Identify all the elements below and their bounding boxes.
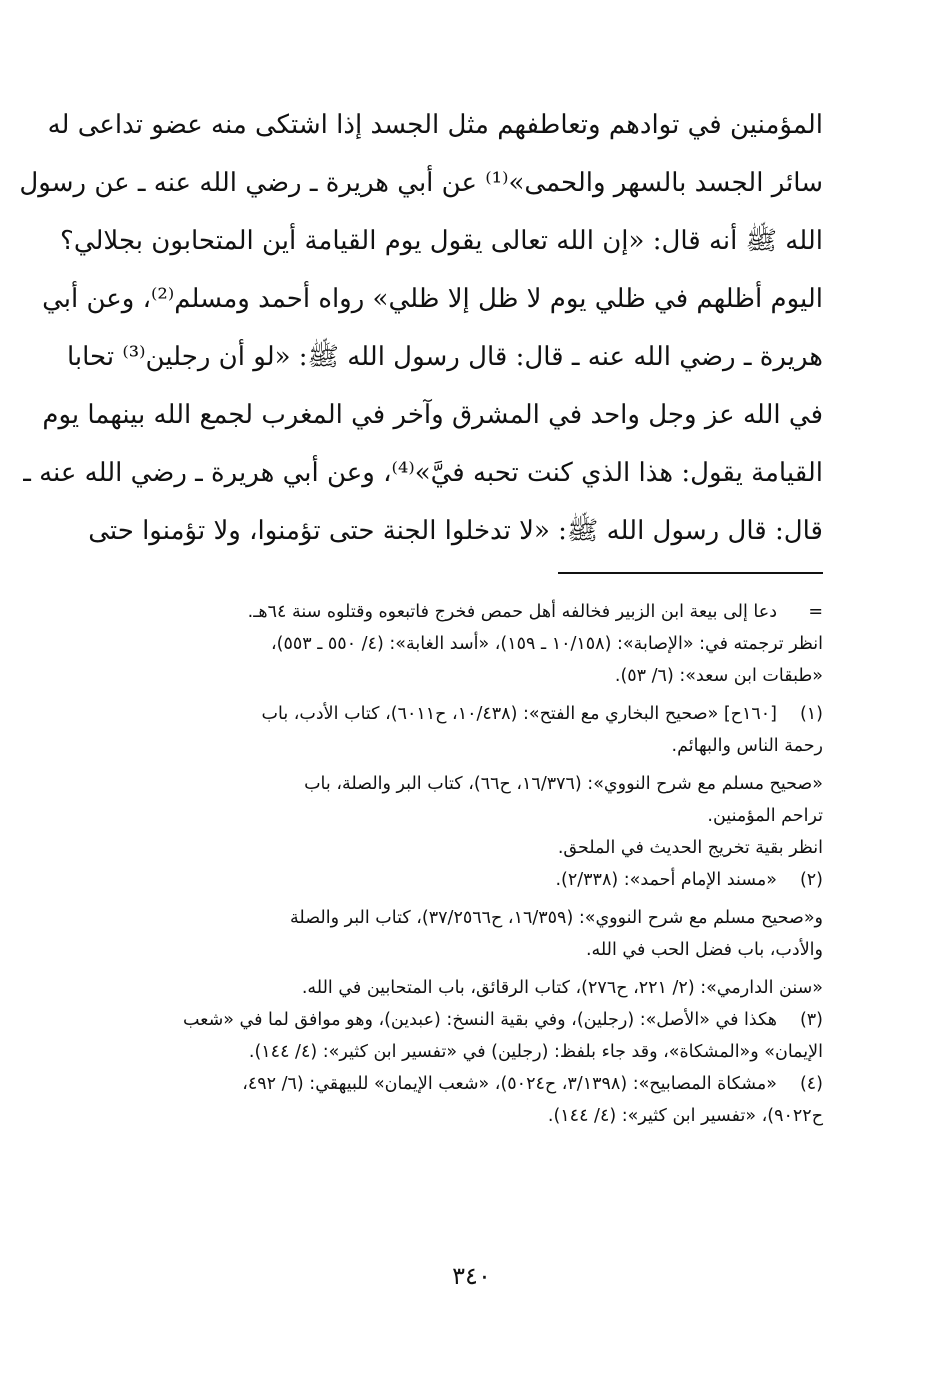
footnote-text: [١٦٠ح] «صحيح البخاري مع الفتح»: (١٠/٤٣٨، ح٦٠١١)، كتاب الأدب، باب xyxy=(261,704,777,724)
footnote-3 xyxy=(100,1004,823,1036)
footnote-text: تراحم المؤمنين. xyxy=(707,806,823,826)
body-line: المؤمنين في توادهم وتعاطفهم مثل الجسد إذا اشتكى منه عضو تداعى له xyxy=(47,110,823,140)
body-line: سائر الجسد بالسهر والحمى»⁽¹⁾ عن أبي هريرة ـ رضي الله عنه ـ عن رسول xyxy=(19,168,823,198)
footnote-text: انظر بقية تخريج الحديث في الملحق. xyxy=(557,838,823,858)
body-line: هريرة ـ رضي الله عنه ـ قال: قال رسول الله ﷺ: «لو أن رجلين⁽³⁾ تحابا xyxy=(66,342,823,372)
footnote-text: و«صحيح مسلم مع شرح النووي»: (١٦/٣٥٩، ح٣٧/٢٥٦٦)، كتاب البر والصلة xyxy=(290,908,823,928)
footnote-text: والأدب، باب فضل الحب في الله. xyxy=(585,940,823,960)
footnote-line xyxy=(100,832,823,864)
footnote-text: «سنن الدارمي»: (٢/ ٢٢١، ح٢٧٦)، كتاب الرقائق، باب المتحابين في الله. xyxy=(301,978,823,998)
footnote-text: «مشكاة المصابيح»: (٣/١٣٩٨، ح٥٠٢٤)، «شعب الإيمان» للبيهقي: (٦/ ٤٩٢، xyxy=(242,1074,777,1094)
footnote-line xyxy=(100,730,823,762)
footnote-line xyxy=(100,1036,823,1068)
footnote-line xyxy=(100,628,823,660)
footnote-text: انظر ترجمته في: «الإصابة»: (١٠/١٥٨ ـ ١٥٩)، «أسد الغابة»: (٤/ ٥٥٠ ـ ٥٥٣)، xyxy=(270,634,823,654)
body-line: اليوم أظلهم في ظلي يوم لا ظل إلا ظلي» رواه أحمد ومسلم⁽²⁾، وعن أبي xyxy=(42,284,823,314)
footnote-text: الإيمان» و«المشكاة»، وقد جاء بلفظ: (رجلين) في «تفسير ابن كثير»: (٤/ ١٤٤). xyxy=(248,1042,823,1062)
footnote-continuation xyxy=(100,596,823,628)
body-line: في الله عز وجل واحد في المشرق وآخر في المغرب لجمع الله بينهما يوم xyxy=(42,400,823,430)
footnote-text: «صحيح مسلم مع شرح النووي»: (١٦/٣٧٦، ح٦٦)، كتاب البر والصلة، باب xyxy=(304,774,823,794)
footnote-separator xyxy=(558,572,823,574)
footnotes xyxy=(100,596,823,1132)
footnote-4 xyxy=(100,1068,823,1100)
footnote-text: «طبقات ابن سعد»: (٦/ ٥٣). xyxy=(614,666,823,686)
footnote-marker: (٤) xyxy=(799,1074,823,1094)
body-line: الله ﷺ أنه قال: «إن الله تعالى يقول يوم القيامة أين المتحابون بجلالي؟ xyxy=(60,226,823,256)
footnote-line xyxy=(100,972,823,1004)
footnote-marker: (٣) xyxy=(799,1010,823,1030)
body-line: قال: قال رسول الله ﷺ: «لا تدخلوا الجنة حتى تؤمنوا، ولا تؤمنوا حتى xyxy=(88,516,823,546)
main-text xyxy=(19,96,823,560)
footnote-text: «مسند الإمام أحمد»: (٢/٣٣٨). xyxy=(555,870,777,890)
footnote-text: رحمة الناس والبهائم. xyxy=(671,736,823,756)
footnote-line xyxy=(100,902,823,934)
footnote-line xyxy=(100,660,823,692)
footnote-marker: (٢) xyxy=(799,870,823,890)
footnote-text: ح٩٠٢٢)، «تفسير ابن كثير»: (٤/ ١٤٤). xyxy=(547,1106,823,1126)
footnote-1 xyxy=(100,698,823,730)
footnote-line xyxy=(100,800,823,832)
footnote-text: دعا إلى بيعة ابن الزبير فخالفه أهل حمص فخرج فاتبعوه وقتلوه سنة ٦٤هـ. xyxy=(247,602,777,622)
footnote-text: هكذا في «الأصل»: (رجلين)، وفي بقية النسخ: (عبدين)، وهو موافق لما في «شعب xyxy=(182,1010,777,1030)
footnote-line xyxy=(100,768,823,800)
page-number: ٣٤٠ xyxy=(452,1262,491,1290)
footnote-marker: (١) xyxy=(799,704,823,724)
body-line: القيامة يقول: هذا الذي كنت تحبه فيَّ»⁽⁴⁾، وعن أبي هريرة ـ رضي الله عنه ـ xyxy=(23,458,823,488)
footnote-2 xyxy=(100,864,823,896)
footnote-line xyxy=(100,934,823,966)
continuation-marker: = xyxy=(808,602,823,622)
footnote-line xyxy=(100,1100,823,1132)
